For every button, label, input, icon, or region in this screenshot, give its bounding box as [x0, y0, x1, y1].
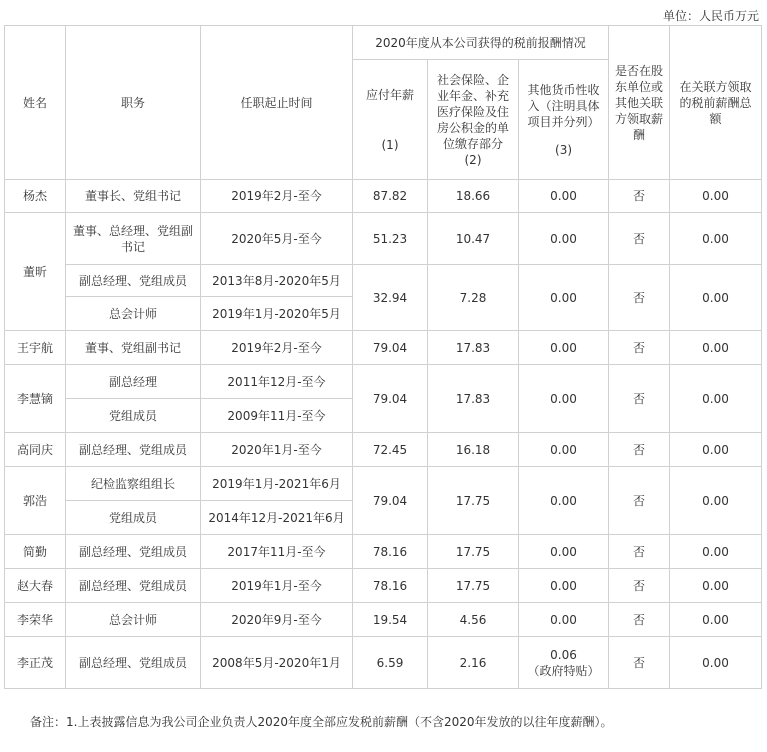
- cell-other: 0.00: [519, 180, 609, 213]
- cell-total: 0.00: [670, 535, 762, 569]
- cell-related: 否: [609, 603, 670, 637]
- footnote: 备注：1.上表披露信息为我公司企业负责人2020年度全部应发税前薪酬（不含2020年发放的以往年度薪酬）。: [30, 715, 613, 729]
- table-row: [5, 603, 762, 637]
- cell-salary: 32.94: [353, 265, 428, 331]
- cell-term: 2019年2月-至今: [201, 180, 353, 213]
- cell-name: 郭浩: [5, 467, 66, 535]
- unit-label: 单位：人民币万元: [662, 9, 759, 23]
- cell-term: 2014年12月-2021年6月: [201, 501, 353, 535]
- salary-table: [4, 25, 762, 689]
- cell-salary: 19.54: [353, 603, 428, 637]
- cell-term: 2019年1月-至今: [201, 569, 353, 603]
- cell-position: 董事、总经理、党组副书记: [66, 213, 201, 265]
- cell-term: 2017年11月-至今: [201, 535, 353, 569]
- header-other-num: (3): [555, 142, 573, 157]
- cell-social: 17.75: [428, 569, 519, 603]
- header-position: 职务: [66, 26, 201, 180]
- cell-position: 副总经理: [66, 365, 201, 399]
- table-row: [5, 433, 762, 467]
- cell-term: 2020年9月-至今: [201, 603, 353, 637]
- cell-name: 高同庆: [5, 433, 66, 467]
- cell-salary: 78.16: [353, 569, 428, 603]
- cell-position: 董事长、党组书记: [66, 180, 201, 213]
- table-row: [5, 637, 762, 689]
- header-name: 姓名: [5, 26, 66, 180]
- cell-social: 17.75: [428, 467, 519, 535]
- table-row: [5, 331, 762, 365]
- header-social-text: 社会保险、企业年金、补充医疗保险及住房公积金的单位缴存部分: [436, 72, 509, 151]
- cell-social: 16.18: [428, 433, 519, 467]
- cell-related: 否: [609, 569, 670, 603]
- cell-position: 总会计师: [66, 603, 201, 637]
- cell-other-note: （政府特贴）: [527, 663, 600, 678]
- cell-salary: 72.45: [353, 433, 428, 467]
- header-other: [519, 60, 609, 180]
- table-row: [5, 265, 762, 297]
- cell-social: 17.83: [428, 331, 519, 365]
- cell-other: 0.00: [519, 467, 609, 535]
- cell-name: 简勤: [5, 535, 66, 569]
- header-salary-num: (1): [381, 137, 399, 152]
- cell-total: 0.00: [670, 433, 762, 467]
- cell-name: 王宇航: [5, 331, 66, 365]
- cell-social: 10.47: [428, 213, 519, 265]
- table-row: [5, 365, 762, 399]
- cell-related: 否: [609, 365, 670, 433]
- header-related: [609, 26, 670, 180]
- cell-social: 17.75: [428, 535, 519, 569]
- header-other-text: 其他货币性收入（注明具体项目并分列）: [527, 82, 600, 129]
- cell-name: 董昕: [5, 213, 66, 331]
- cell-position: 总会计师: [66, 297, 201, 331]
- cell-other: 0.00: [519, 535, 609, 569]
- cell-other: 0.00: [519, 603, 609, 637]
- cell-other: [519, 637, 609, 689]
- header-related-total: [670, 26, 762, 180]
- header-salary-text: 应付年薪: [365, 87, 414, 102]
- header-related-total-text: 在关联方领取的税前薪酬总额: [679, 79, 752, 126]
- cell-related: 否: [609, 535, 670, 569]
- cell-term: 2011年12月-至今: [201, 365, 353, 399]
- cell-other: 0.00: [519, 265, 609, 331]
- cell-salary: 79.04: [353, 331, 428, 365]
- cell-salary: 78.16: [353, 535, 428, 569]
- cell-position: 副总经理、党组成员: [66, 569, 201, 603]
- cell-position: 党组成员: [66, 501, 201, 535]
- header-social-num: (2): [464, 152, 482, 167]
- cell-position: 纪检监察组组长: [66, 467, 201, 501]
- cell-salary: 79.04: [353, 467, 428, 535]
- cell-term: 2009年11月-至今: [201, 399, 353, 433]
- cell-other: 0.00: [519, 365, 609, 433]
- cell-position: 副总经理、党组成员: [66, 535, 201, 569]
- cell-other: 0.00: [519, 569, 609, 603]
- header-related-text: 是否在股东单位或其他关联方领取薪酬: [615, 63, 664, 142]
- cell-total: 0.00: [670, 569, 762, 603]
- cell-total: 0.00: [670, 365, 762, 433]
- cell-related: 否: [609, 265, 670, 331]
- cell-related: 否: [609, 433, 670, 467]
- cell-social: 17.83: [428, 365, 519, 433]
- cell-position: 副总经理、党组成员: [66, 265, 201, 297]
- cell-term: 2013年8月-2020年5月: [201, 265, 353, 297]
- cell-total: 0.00: [670, 467, 762, 535]
- cell-position: 副总经理、党组成员: [66, 433, 201, 467]
- cell-related: 否: [609, 213, 670, 265]
- cell-name: 杨杰: [5, 180, 66, 213]
- cell-total: 0.00: [670, 180, 762, 213]
- table-row: [5, 180, 762, 213]
- cell-social: 7.28: [428, 265, 519, 331]
- cell-total: 0.00: [670, 213, 762, 265]
- cell-term: 2019年1月-2021年6月: [201, 467, 353, 501]
- cell-term: 2008年5月-2020年1月: [201, 637, 353, 689]
- cell-position: 党组成员: [66, 399, 201, 433]
- cell-salary: 51.23: [353, 213, 428, 265]
- cell-related: 否: [609, 637, 670, 689]
- cell-social: 4.56: [428, 603, 519, 637]
- cell-name: 赵大春: [5, 569, 66, 603]
- cell-other: 0.00: [519, 433, 609, 467]
- cell-name: 李慧镝: [5, 365, 66, 433]
- cell-other: 0.00: [519, 213, 609, 265]
- cell-social: 18.66: [428, 180, 519, 213]
- header-term: 任职起止时间: [201, 26, 353, 180]
- cell-salary: 6.59: [353, 637, 428, 689]
- table-row: [5, 535, 762, 569]
- cell-name: 李正茂: [5, 637, 66, 689]
- cell-other-value: 0.06: [550, 647, 577, 662]
- cell-total: 0.00: [670, 331, 762, 365]
- cell-related: 否: [609, 331, 670, 365]
- header-salary-group: 2020年度从本公司获得的税前报酬情况: [353, 26, 609, 60]
- cell-total: 0.00: [670, 637, 762, 689]
- cell-term: 2020年1月-至今: [201, 433, 353, 467]
- cell-term: 2019年1月-2020年5月: [201, 297, 353, 331]
- header-social: [428, 60, 519, 180]
- cell-position: 副总经理、党组成员: [66, 637, 201, 689]
- cell-related: 否: [609, 467, 670, 535]
- cell-total: 0.00: [670, 265, 762, 331]
- table-row: [5, 213, 762, 265]
- header-row: [5, 26, 762, 60]
- cell-social: 2.16: [428, 637, 519, 689]
- cell-term: 2020年5月-至今: [201, 213, 353, 265]
- cell-salary: 79.04: [353, 365, 428, 433]
- cell-related: 否: [609, 180, 670, 213]
- cell-name: 李荣华: [5, 603, 66, 637]
- table-row: [5, 467, 762, 501]
- cell-position: 董事、党组副书记: [66, 331, 201, 365]
- cell-term: 2019年2月-至今: [201, 331, 353, 365]
- cell-total: 0.00: [670, 603, 762, 637]
- header-salary: [353, 60, 428, 180]
- cell-salary: 87.82: [353, 180, 428, 213]
- table-row: [5, 569, 762, 603]
- cell-other: 0.00: [519, 331, 609, 365]
